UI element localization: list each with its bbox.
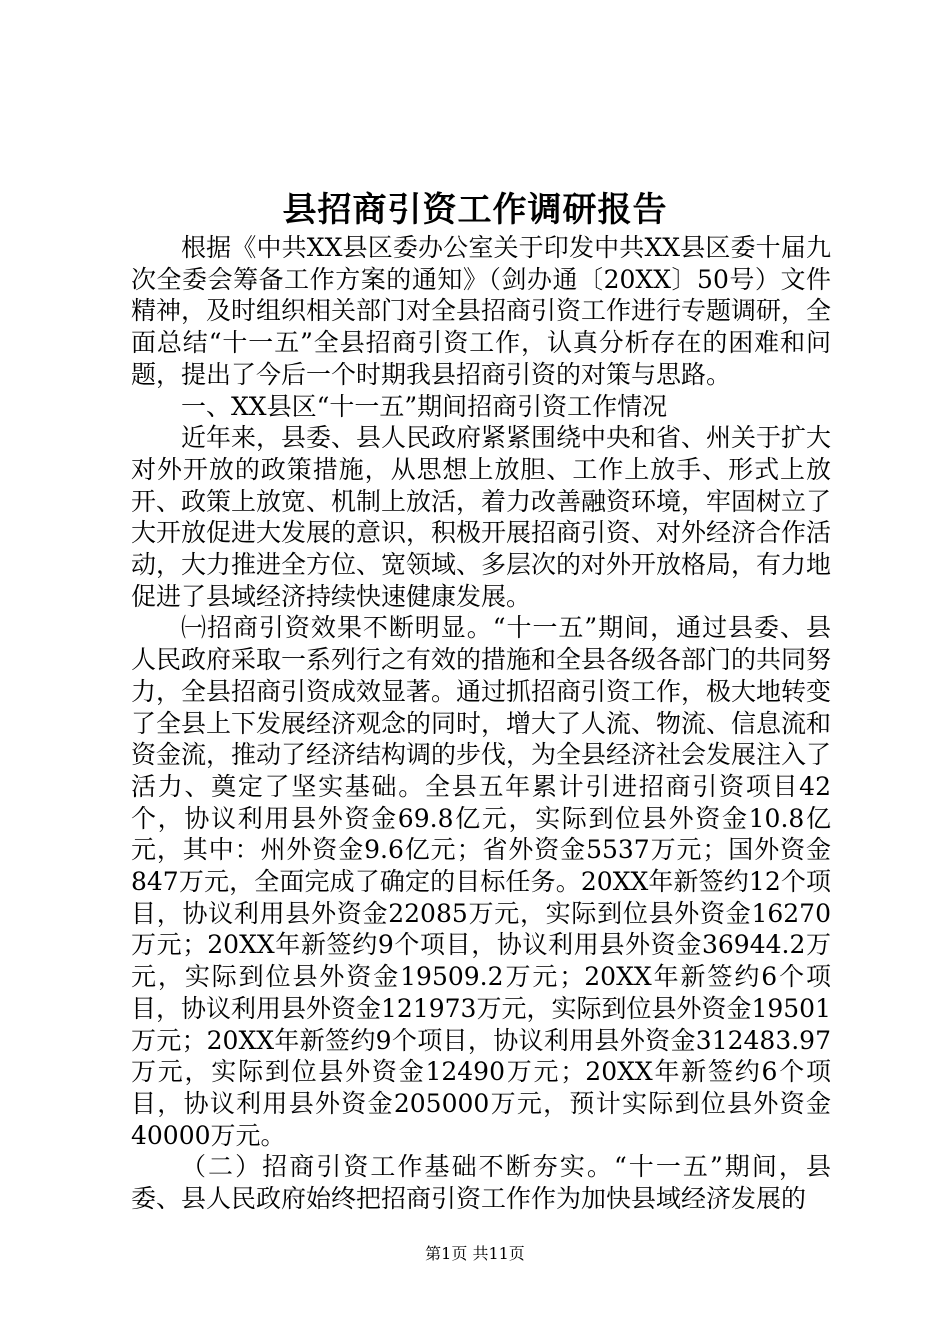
paragraph-foundation: （二）招商引资工作基础不断夯实。“十一五”期间，县委、县人民政府始终把招商引资工作作为加快县域经济发展的 [131,1152,831,1214]
page-number: 第1页 共11页 [425,1244,525,1263]
paragraph-overview: 近年来，县委、县人民政府紧紧围绕中央和省、州关于扩大对外开放的政策措施，从思想上放胆、工作上放手、形式上放开、政策上放宽、机制上放活，着力改善融资环境，牢固树立了大开放促进大发展的意识，积极开展招商引资、对外经济合作活动，大力推进全方位、宽领域、多层次的对外开放格局，有力地促进了县域经济持续快速健康发展。 [131,423,832,611]
document-title: 县招商引资工作调研报告 [282,190,668,230]
paragraph-intro: 根据《中共XX县区委办公室关于印发中共XX县区委十届九次全委会筹备工作方案的通知》（剑办通〔20XX〕50号）文件精神，及时组织相关部门对全县招商引资工作进行专题调研，全面总结“十一五”全县招商引资工作，认真分析存在的困难和问题，提出了今后一个时期我县招商引资的对策与思路。 [131,233,832,389]
document-body [131,232,831,1215]
section-heading-1: 一、XX县区“十一五”期间招商引资工作情况 [181,391,668,421]
paragraph-results: ㈠招商引资效果不断明显。“十一五”期间，通过县委、县人民政府采取一系列行之有效的措施和全县各级各部门的共同努力，全县招商引资成效显著。通过抓招商引资工作，极大地转变了全县上下发展经济观念的同时，增大了人流、物流、信息流和资金流，推动了经济结构调的步伐，为全县经济社会发展注入了活力、奠定了坚实基础。全县五年累计引进招商引资项目42个，协议利用县外资金69.8亿元，实际到位县外资金10.8亿元，其中：州外资金9.6亿元；省外资金5537万元；国外资金847万元，全面完成了确定的目标任务。20XX年新签约12个项目，协议利用县外资金22085万元，实际到位县外资金16270万元；20XX年新签约9个项目，协议利用县外资金36944.2万元，实际到位县外资金19509.2万元；20XX年新签约6个项目，协议利用县外资金121973万元，实际到位县外资金19501万元；20XX年新签约9个项目，协议利用县外资金312483.97万元，实际到位县外资金12490万元；20XX年新签约6个项目，协议利用县外资金205000万元，预计实际到位县外资金40000万元。 [131,613,832,1150]
